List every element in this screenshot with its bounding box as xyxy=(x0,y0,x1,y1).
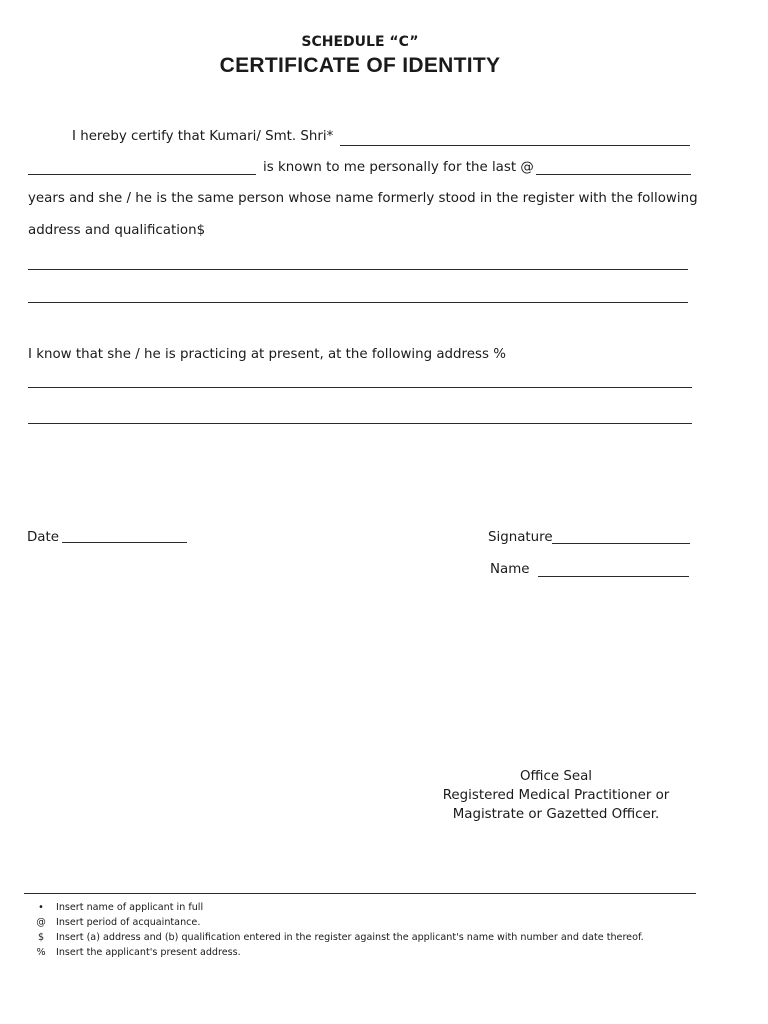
practice-statement: I know that she / he is practicing at present, at the following address % xyxy=(28,347,506,362)
footnote-symbol: • xyxy=(38,902,44,913)
document-title: CERTIFICATE OF IDENTITY xyxy=(219,54,501,77)
footnote-symbol: % xyxy=(36,947,46,958)
schedule-label: SCHEDULE “C” xyxy=(301,34,419,50)
footnote-symbol: @ xyxy=(36,917,46,928)
signature-label: Signature xyxy=(488,530,553,545)
footnotes xyxy=(34,902,734,966)
name-blank[interactable] xyxy=(538,576,689,577)
date-label: Date xyxy=(27,530,60,545)
address-qualification-label: address and qualification$ xyxy=(28,223,206,238)
address-qualification-blank-1[interactable] xyxy=(28,269,688,270)
applicant-name-continued-blank[interactable] xyxy=(28,174,256,175)
footnote-text: Insert the applicant's present address. xyxy=(56,947,241,958)
known-statement: is known to me personally for the last @ xyxy=(263,160,534,175)
footnote-item xyxy=(34,947,734,962)
footnote-text: Insert (a) address and (b) qualification entered in the register against the applicant's name with number and date thereof. xyxy=(56,932,644,943)
acquaintance-period-blank[interactable] xyxy=(536,174,691,175)
footnote-divider xyxy=(24,893,696,894)
footnote-symbol: $ xyxy=(37,932,45,943)
office-seal-label: Office Seal xyxy=(519,769,592,784)
officer-label: Magistrate or Gazetted Officer. xyxy=(452,807,660,822)
address-qualification-blank-2[interactable] xyxy=(28,302,688,303)
practice-address-blank-1[interactable] xyxy=(28,387,692,388)
applicant-name-blank[interactable] xyxy=(340,145,690,146)
practitioner-label: Registered Medical Practitioner or xyxy=(442,788,670,803)
footnote-item xyxy=(34,917,734,932)
date-blank[interactable] xyxy=(62,542,187,543)
footnote-item xyxy=(34,932,734,947)
footnote-item xyxy=(34,902,734,917)
footnote-text: Insert period of acquaintance. xyxy=(56,917,201,928)
footnote-text: Insert name of applicant in full xyxy=(56,902,204,913)
certify-statement: I hereby certify that Kumari/ Smt. Shri* xyxy=(72,129,334,144)
signature-blank[interactable] xyxy=(552,543,690,544)
practice-address-blank-2[interactable] xyxy=(28,423,692,424)
register-statement: years and she / he is the same person whose name formerly stood in the register with the following xyxy=(28,191,698,206)
name-label: Name xyxy=(490,562,530,577)
